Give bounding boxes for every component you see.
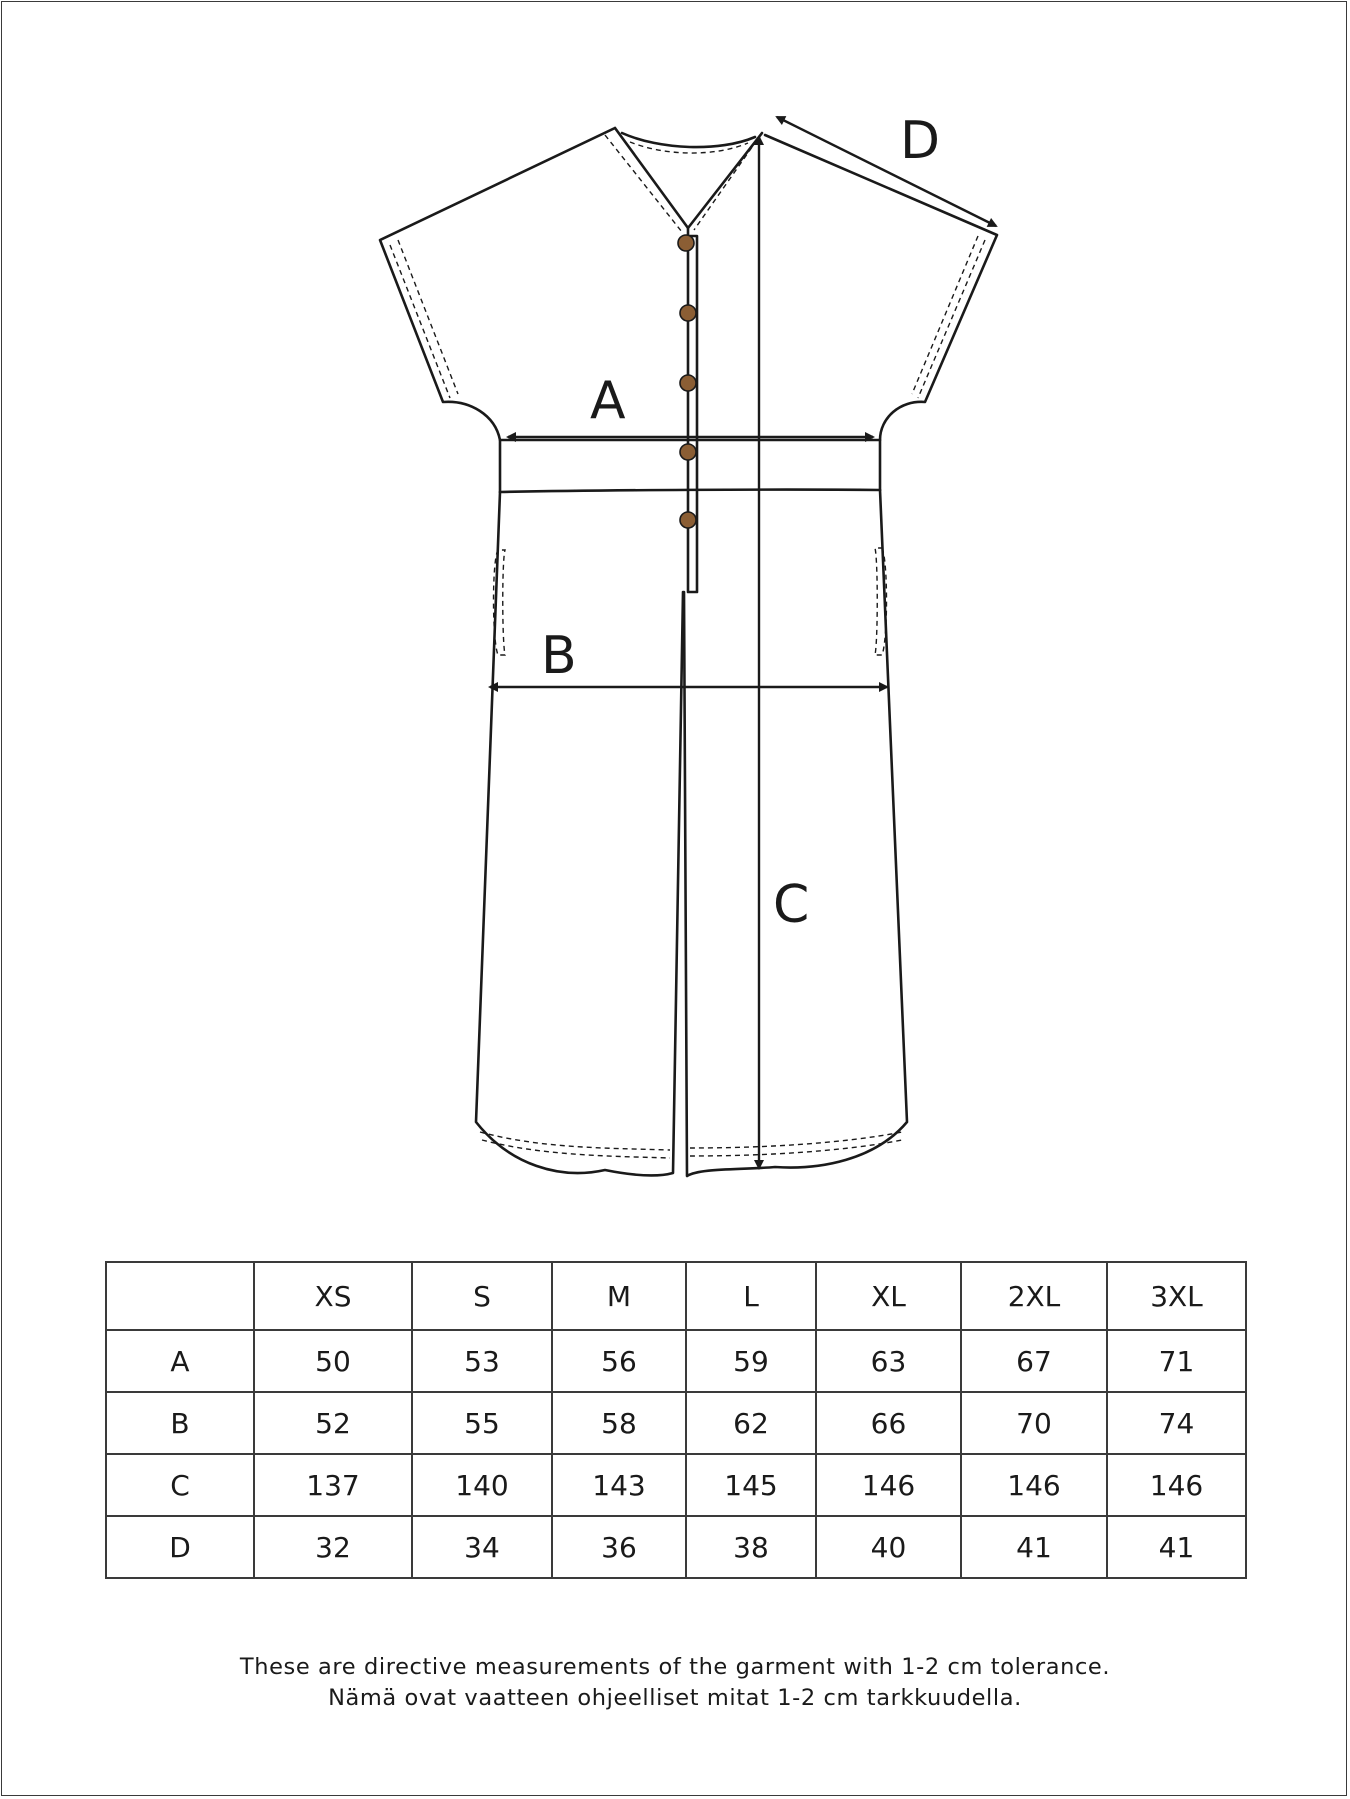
size-header-m: M [552,1262,686,1330]
footnote-english: These are directive measurements of the garment with 1-2 cm tolerance. [239,1654,1111,1680]
button-2 [680,305,696,321]
row-label: B [106,1392,254,1454]
table-cell: 32 [254,1516,412,1578]
table-cell: 143 [552,1454,686,1516]
table-corner-cell [106,1262,254,1330]
table-cell: 71 [1107,1330,1246,1392]
row-label: A [106,1330,254,1392]
size-header-s: S [412,1262,552,1330]
size-header-l: L [686,1262,816,1330]
table-cell: 53 [412,1330,552,1392]
button-4 [680,444,696,460]
table-cell: 145 [686,1454,816,1516]
measure-d-arrow [777,117,996,226]
table-cell: 140 [412,1454,552,1516]
neckline-facing [622,133,755,147]
table-cell: 56 [552,1330,686,1392]
neck-stitch-left [605,135,682,232]
size-header-row [106,1262,1246,1330]
size-header-xs: XS [254,1262,412,1330]
table-cell: 36 [552,1516,686,1578]
table-cell: 40 [816,1516,961,1578]
table-row [106,1516,1246,1578]
table-cell: 34 [412,1516,552,1578]
table-cell: 58 [552,1392,686,1454]
table-row [106,1392,1246,1454]
size-header-2xl: 2XL [961,1262,1107,1330]
sleeve-stitch-right [912,236,985,398]
table-cell: 66 [816,1392,961,1454]
button-1 [678,235,694,251]
size-table [105,1261,1247,1579]
button-3 [680,375,696,391]
table-cell: 74 [1107,1392,1246,1454]
row-label: D [106,1516,254,1578]
table-row [106,1454,1246,1516]
table-cell: 70 [961,1392,1107,1454]
measure-d-label: D [900,111,941,171]
table-cell: 146 [1107,1454,1246,1516]
hem-stitch-right [690,1132,902,1156]
footnote-finnish: Nämä ovat vaatteen ohjeelliset mitat 1-2 cm tarkkuudella. [328,1685,1022,1711]
button-5 [680,512,696,528]
table-cell: 41 [961,1516,1107,1578]
table-cell: 41 [1107,1516,1246,1578]
row-label: C [106,1454,254,1516]
leg-left-outline [476,492,683,1176]
sleeve-stitch-left [390,240,458,398]
table-cell: 63 [816,1330,961,1392]
measure-b-label: B [541,626,577,686]
table-cell: 137 [254,1454,412,1516]
table-cell: 38 [686,1516,816,1578]
measure-a-label: A [590,371,626,431]
table-cell: 62 [686,1392,816,1454]
table-cell: 146 [961,1454,1107,1516]
placket [688,228,697,592]
measure-c-label: C [773,875,810,935]
leg-right-outline [684,490,907,1176]
size-header-3xl: 3XL [1107,1262,1246,1330]
hem-stitch-left [480,1132,670,1158]
table-cell: 55 [412,1392,552,1454]
footnote [0,1652,1350,1714]
table-cell: 59 [686,1330,816,1392]
table-cell: 52 [254,1392,412,1454]
size-header-xl: XL [816,1262,961,1330]
table-cell: 50 [254,1330,412,1392]
table-cell: 146 [816,1454,961,1516]
table-cell: 67 [961,1330,1107,1392]
table-row [106,1330,1246,1392]
